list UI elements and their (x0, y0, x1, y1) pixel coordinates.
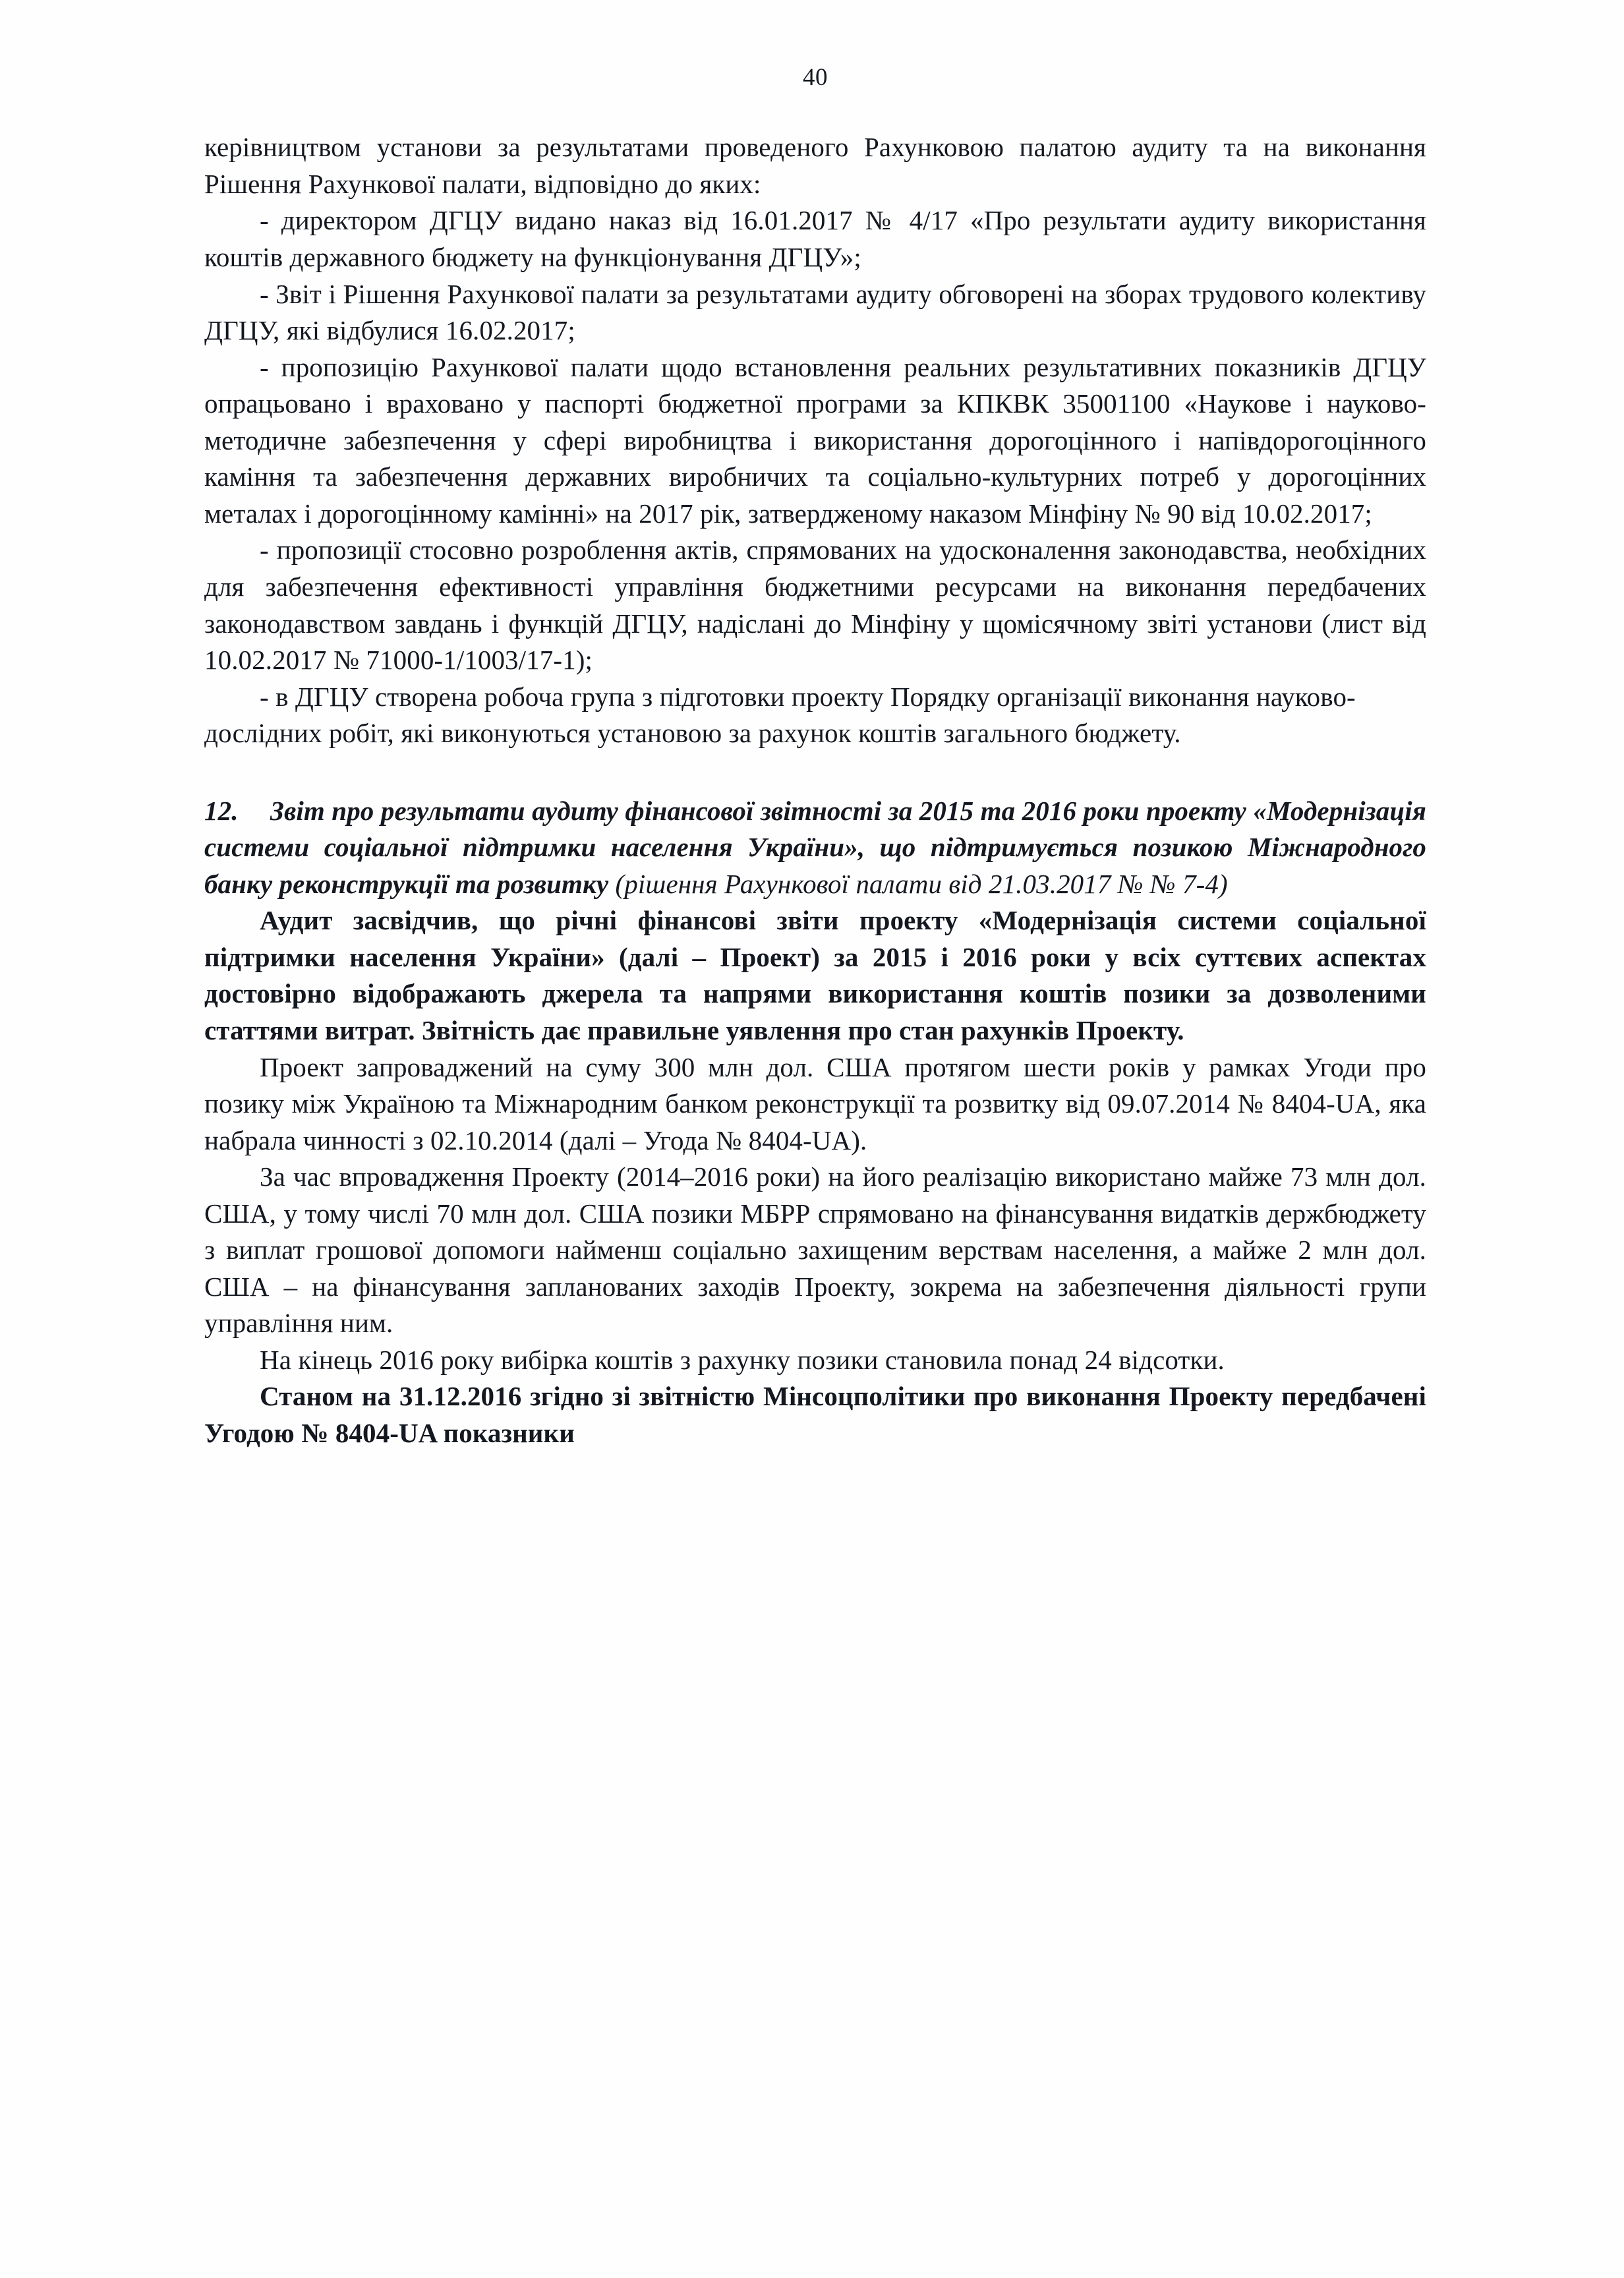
section-decision-reference: (рішення Рахункової палати від 21.03.2017 № № 7-4) (615, 868, 1228, 899)
section-paragraph-implementation: За час впровадження Проекту (2014–2016 роки) на його реалізацію використано майже 73 млн дол. США, у тому числі 70 млн дол. США позики МБРР спрямовано на фінансування видатків держбюджету з виплат грошової допомоги найменш соціально захищеним верствам населення, а майже 2 млн дол. США – на фінансування запланованих заходів Проекту, зокрема на забезпечення діяльності групи управління ним. (204, 1161, 1426, 1339)
section-spacer (204, 752, 1426, 793)
section-title: Звіт про результати аудиту фінансової звітності за 2015 та 2016 роки проекту «Модернізація системи соціальної підтримки населення України», що підтримується позикою Міжнародного банку реконструкції та розвитку (204, 795, 1426, 899)
paragraph-intro: керівництвом установи за результатами проведеного Рахунковою палатою аудиту та на виконання Рішення Рахункової палати, відповідно до яких: (204, 132, 1426, 199)
section-number: 12. (204, 795, 239, 826)
page-number: 40 (803, 64, 828, 91)
section-paragraph-audit-conclusion: Аудит засвідчив, що річні фінансові звіти проекту «Модернізація системи соціальної підтримки населення України» (далі – Проект) за 2015 і 2016 роки у всіх суттєвих аспектах достовірно відображають джерела та напрями використання коштів позики за дозволеними статтями витрат. Звітність дає правильне уявлення про стан рахунків Проекту. (204, 905, 1426, 1045)
paragraph-bullet-report: - Звіт і Рішення Рахункової палати за результатами аудиту обговорені на зборах трудового колективу ДГЦУ, які відбулися 16.02.2017; (204, 278, 1426, 346)
paragraph-bullet-legislation: - пропозиції стосовно розроблення актів, спрямованих на удосконалення законодавства, необхідних для забезпечення ефективності управління бюджетними ресурсами на виконання передбачених законодавством завдань і функцій ДГЦУ, надіслані до Мінфіну у щомісячному звіті установи (лист від 10.02.2017 № 71000-1/1003/17-1); (204, 535, 1426, 676)
section-paragraph-withdrawal: На кінець 2016 року вибірка коштів з рахунку позики становила понад 24 відсотки. (260, 1344, 1225, 1375)
section-heading (204, 793, 1426, 903)
paragraph-bullet-proposal: - пропозицію Рахункової палати щодо встановлення реальних результативних показників ДГЦУ опрацьовано і враховано у паспорті бюджетної програми за КПКВК 35001100 «Наукове і науково-методичне забезпечення у сфері виробництва і використання дорогоцінного і напівдорогоцінного каміння та забезпечення державних виробничих та соціально-культурних потреб у дорогоцінних металах і дорогоцінному камінні» на 2017 рік, затвердженому наказом Мінфіну № 90 від 10.02.2017; (204, 351, 1426, 529)
paragraph-bullet-order: - директором ДГЦУ видано наказ від 16.01.2017 № 4/17 «Про результати аудиту використання коштів державного бюджету на функціонування ДГЦУ»; (204, 205, 1426, 273)
section-paragraph-status: Станом на 31.12.2016 згідно зі звітністю Мінсоцполітики про виконання Проекту передбачені Угодою № 8404-UA показники (204, 1381, 1426, 1448)
paragraph-bullet-workgroup: - в ДГЦУ створена робоча група з підготовки проекту Порядку організації виконання науково-дослідних робіт, які виконуються установою за рахунок коштів загального бюджету. (204, 681, 1356, 749)
section-paragraph-project-amount: Проект запроваджений на суму 300 млн дол. США протягом шести років у рамках Угоди про позику між Україною та Міжнародним банком реконструкції та розвитку від 09.07.2014 № 8404-UA, яка набрала чинності з 02.10.2014 (далі – Угода № 8404-UA). (204, 1051, 1426, 1155)
